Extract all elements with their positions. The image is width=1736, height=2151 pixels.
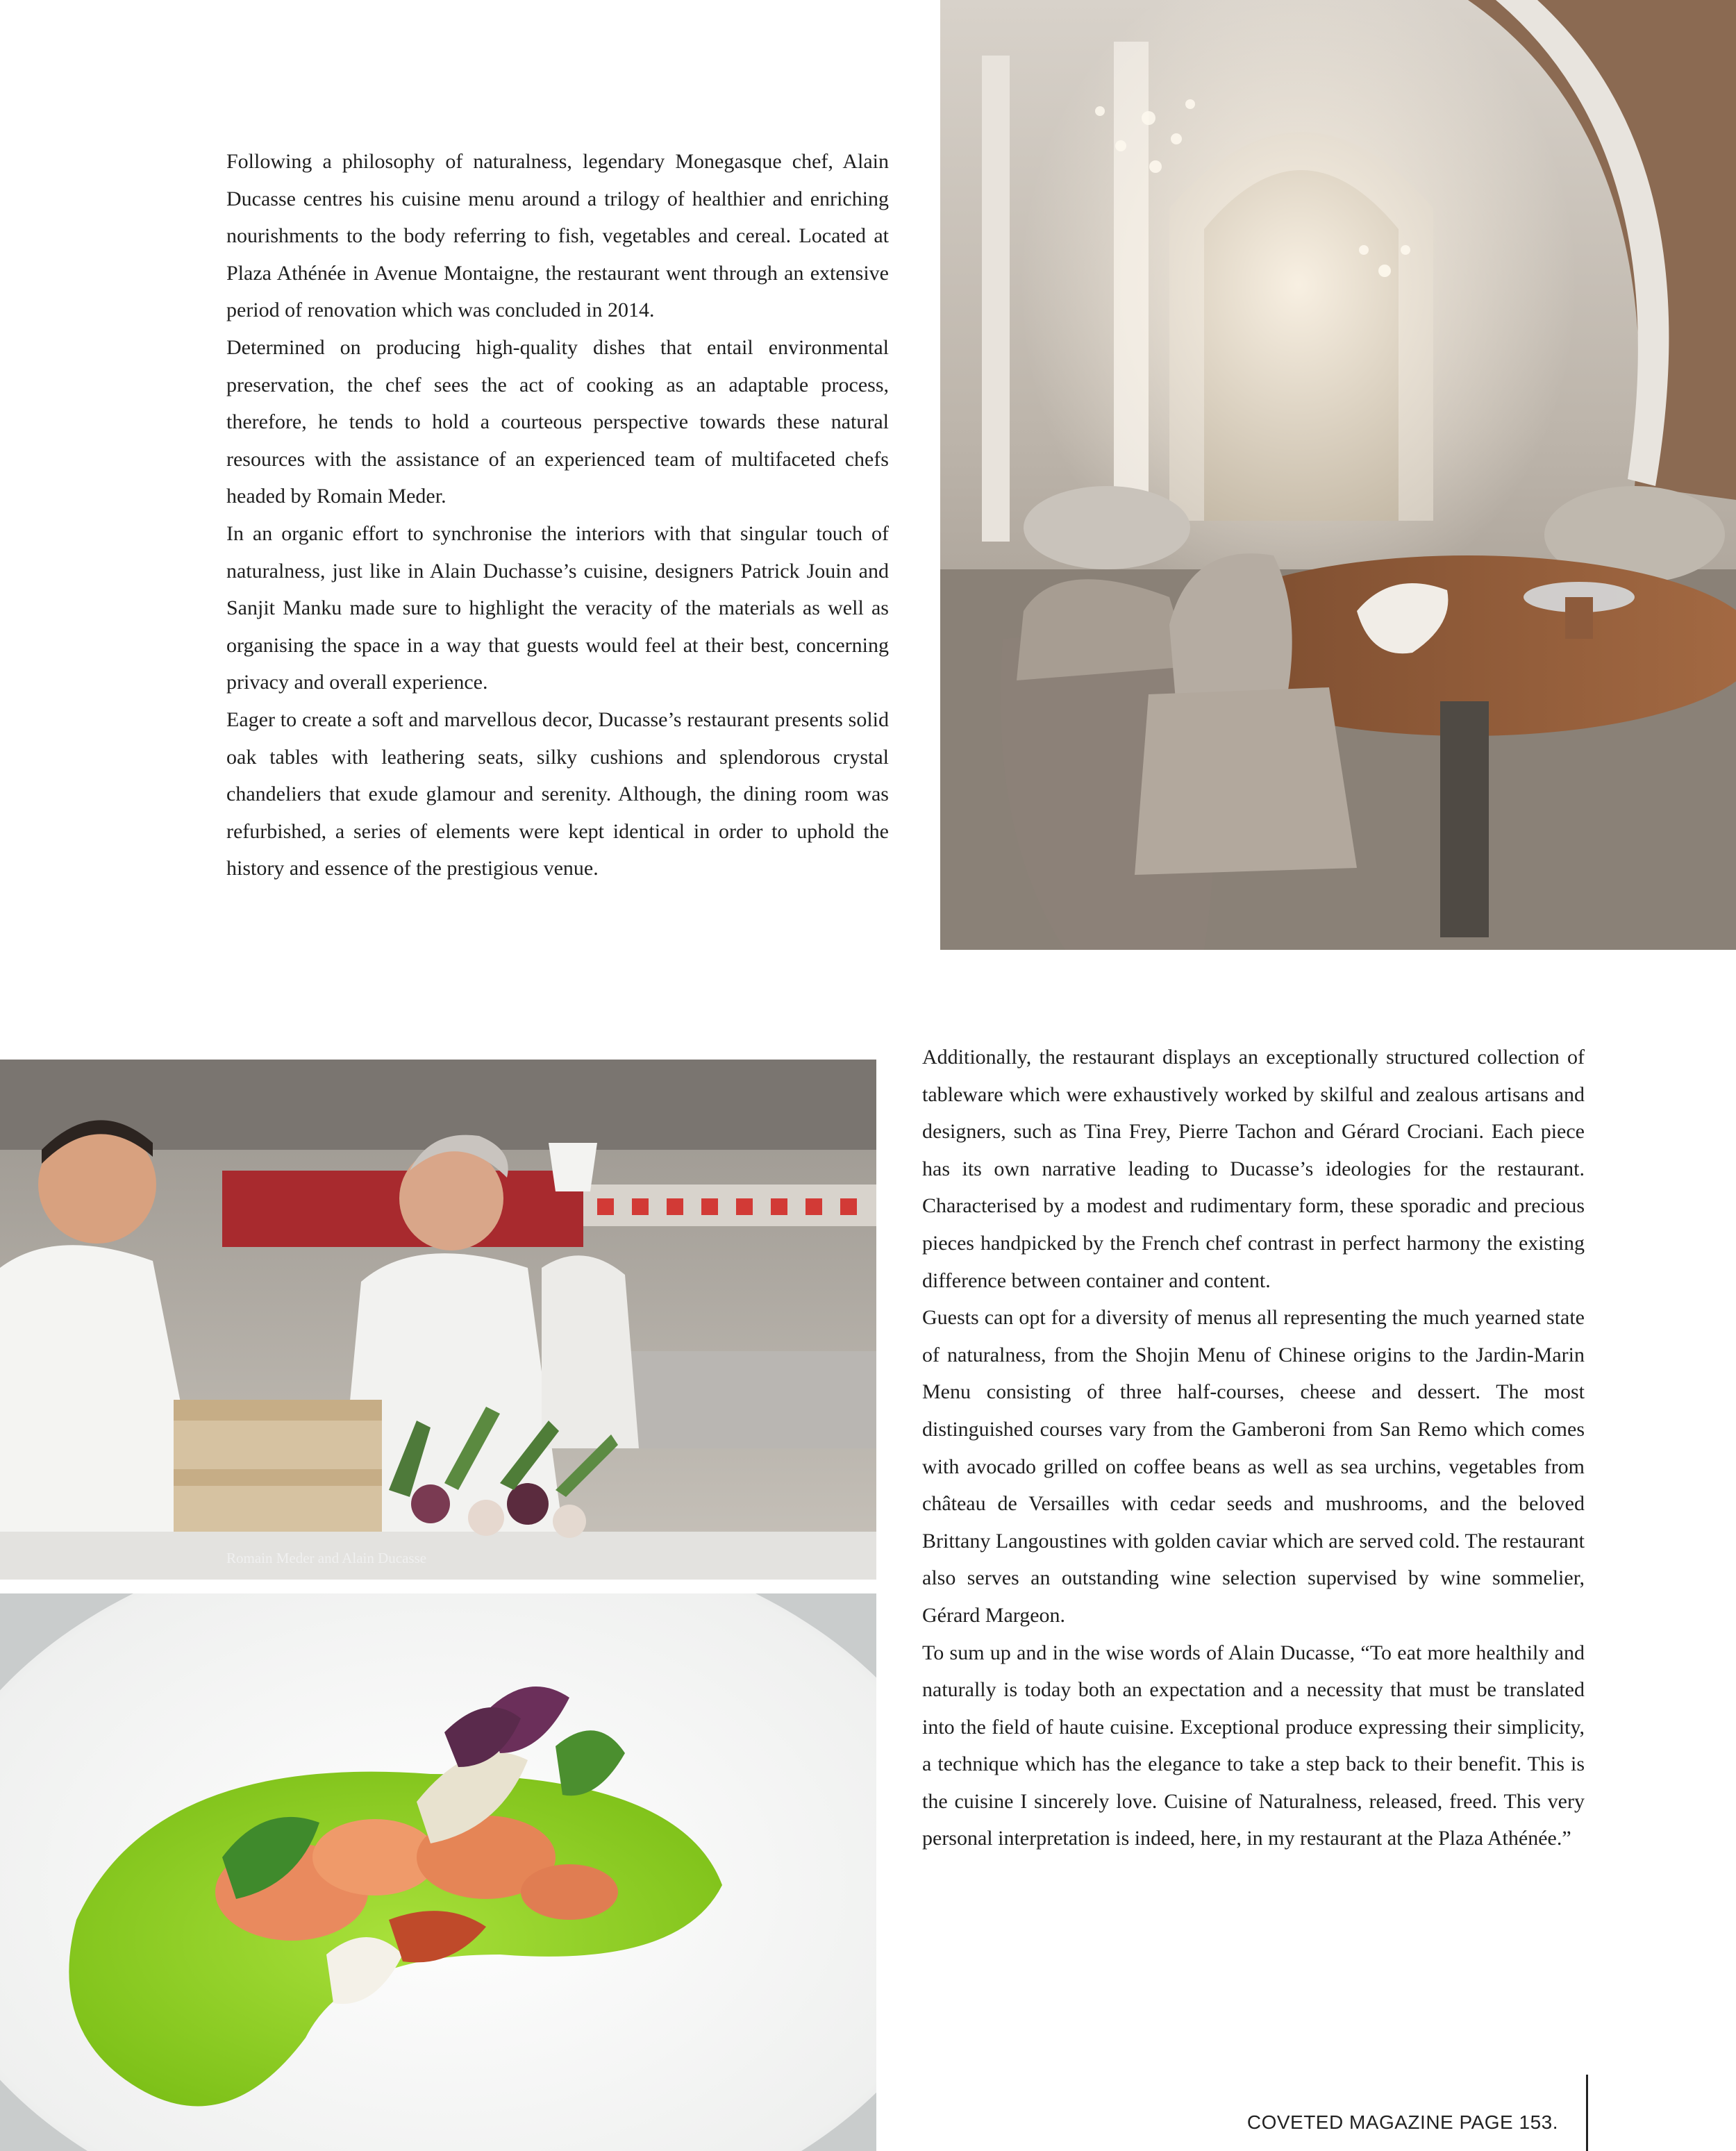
chefs-photo-caption: Romain Meder and Alain Ducasse: [226, 1550, 427, 1566]
folio-divider: [1586, 2075, 1588, 2151]
paragraph: Eager to create a soft and marvellous decor, Ducasse’s restaurant presents solid oak tables with leathering seats, silky cushions and splendorous crystal chandeliers that exude glamour and serenity. Although, the dining room was refurbished, a series of elements were kept identical in order to uphold the history and essence of the prestigious venue.: [226, 708, 889, 880]
article-column-right: [922, 1039, 1585, 1857]
paragraph: To sum up and in the wise words of Alain Ducasse, “To eat more healthily and naturally is today both an expectation and a necessity that must be translated into the field of haute cuisine. Exceptional produce expressing their simplicity, a technique which has the elegance to take a step back to their benefit. This is the cuisine I sincerely love. Cuisine of Naturalness, released, freed. This very personal interpretation is indeed, here, in my restaurant at the Plaza Athénée.”: [922, 1641, 1585, 1850]
dining-room-photo: [940, 0, 1736, 950]
dish-photo: [0, 1593, 876, 2151]
chefs-kitchen-photo: [0, 1060, 876, 1580]
paragraph: Determined on producing high-quality dishes that entail environmental preservation, the chef sees the act of cooking as an adaptable process, therefore, he tends to hold a courteous perspective towards these natural resources with the assistance of an experienced team of multifaceted chefs headed by Romain Meder.: [226, 335, 889, 508]
paragraph: Following a philosophy of naturalness, legendary Monegasque chef, Alain Ducasse centres his cuisine menu around a trilogy of healthier and enriching nourishments to the body referring to fish, vegetables and cereal. Located at Plaza Athénée in Avenue Montaigne, the restaurant went through an extensive period of renovation which was concluded in 2014.: [226, 150, 889, 322]
page-folio: COVETED MAGAZINE PAGE 153.: [1246, 2111, 1558, 2133]
article-column-left: [226, 143, 889, 887]
paragraph: In an organic effort to synchronise the interiors with that singular touch of naturalness, just like in Alain Duchasse’s cuisine, designers Patrick Jouin and Sanjit Manku made sure to highlight the veracity of the materials as well as organising the space in a way that guests would feel at their best, concerning privacy and overall experience.: [226, 521, 889, 694]
paragraph: Additionally, the restaurant displays an exceptionally structured collection of tableware which were exhaustively worked by skilful and zealous artisans and designers, such as Tina Frey, Pierre Tachon and Gérard Crociani. Each piece has its own narrative leading to Ducasse’s ideologies for the restaurant. Characterised by a modest and rudimentary form, these sporadic and precious pieces handpicked by the French chef contrast in perfect harmony the existing difference between container and content.: [922, 1046, 1585, 1292]
paragraph: Guests can opt for a diversity of menus all representing the much yearned state of naturalness, from the Shojin Menu of Chinese origins to the Jardin-Marin Menu consisting of three half-courses, cheese and dessert. The most distinguished courses vary from the Gamberoni from San Remo which comes with avocado grilled on coffee beans as well as sea urchins, vegetables from château de Versailles with cedar seeds and mushrooms, and the beloved Brittany Langoustines with golden caviar which are served cold. The restaurant also serves an outstanding wine selection supervised by wine sommelier, Gérard Margeon.: [922, 1306, 1585, 1627]
